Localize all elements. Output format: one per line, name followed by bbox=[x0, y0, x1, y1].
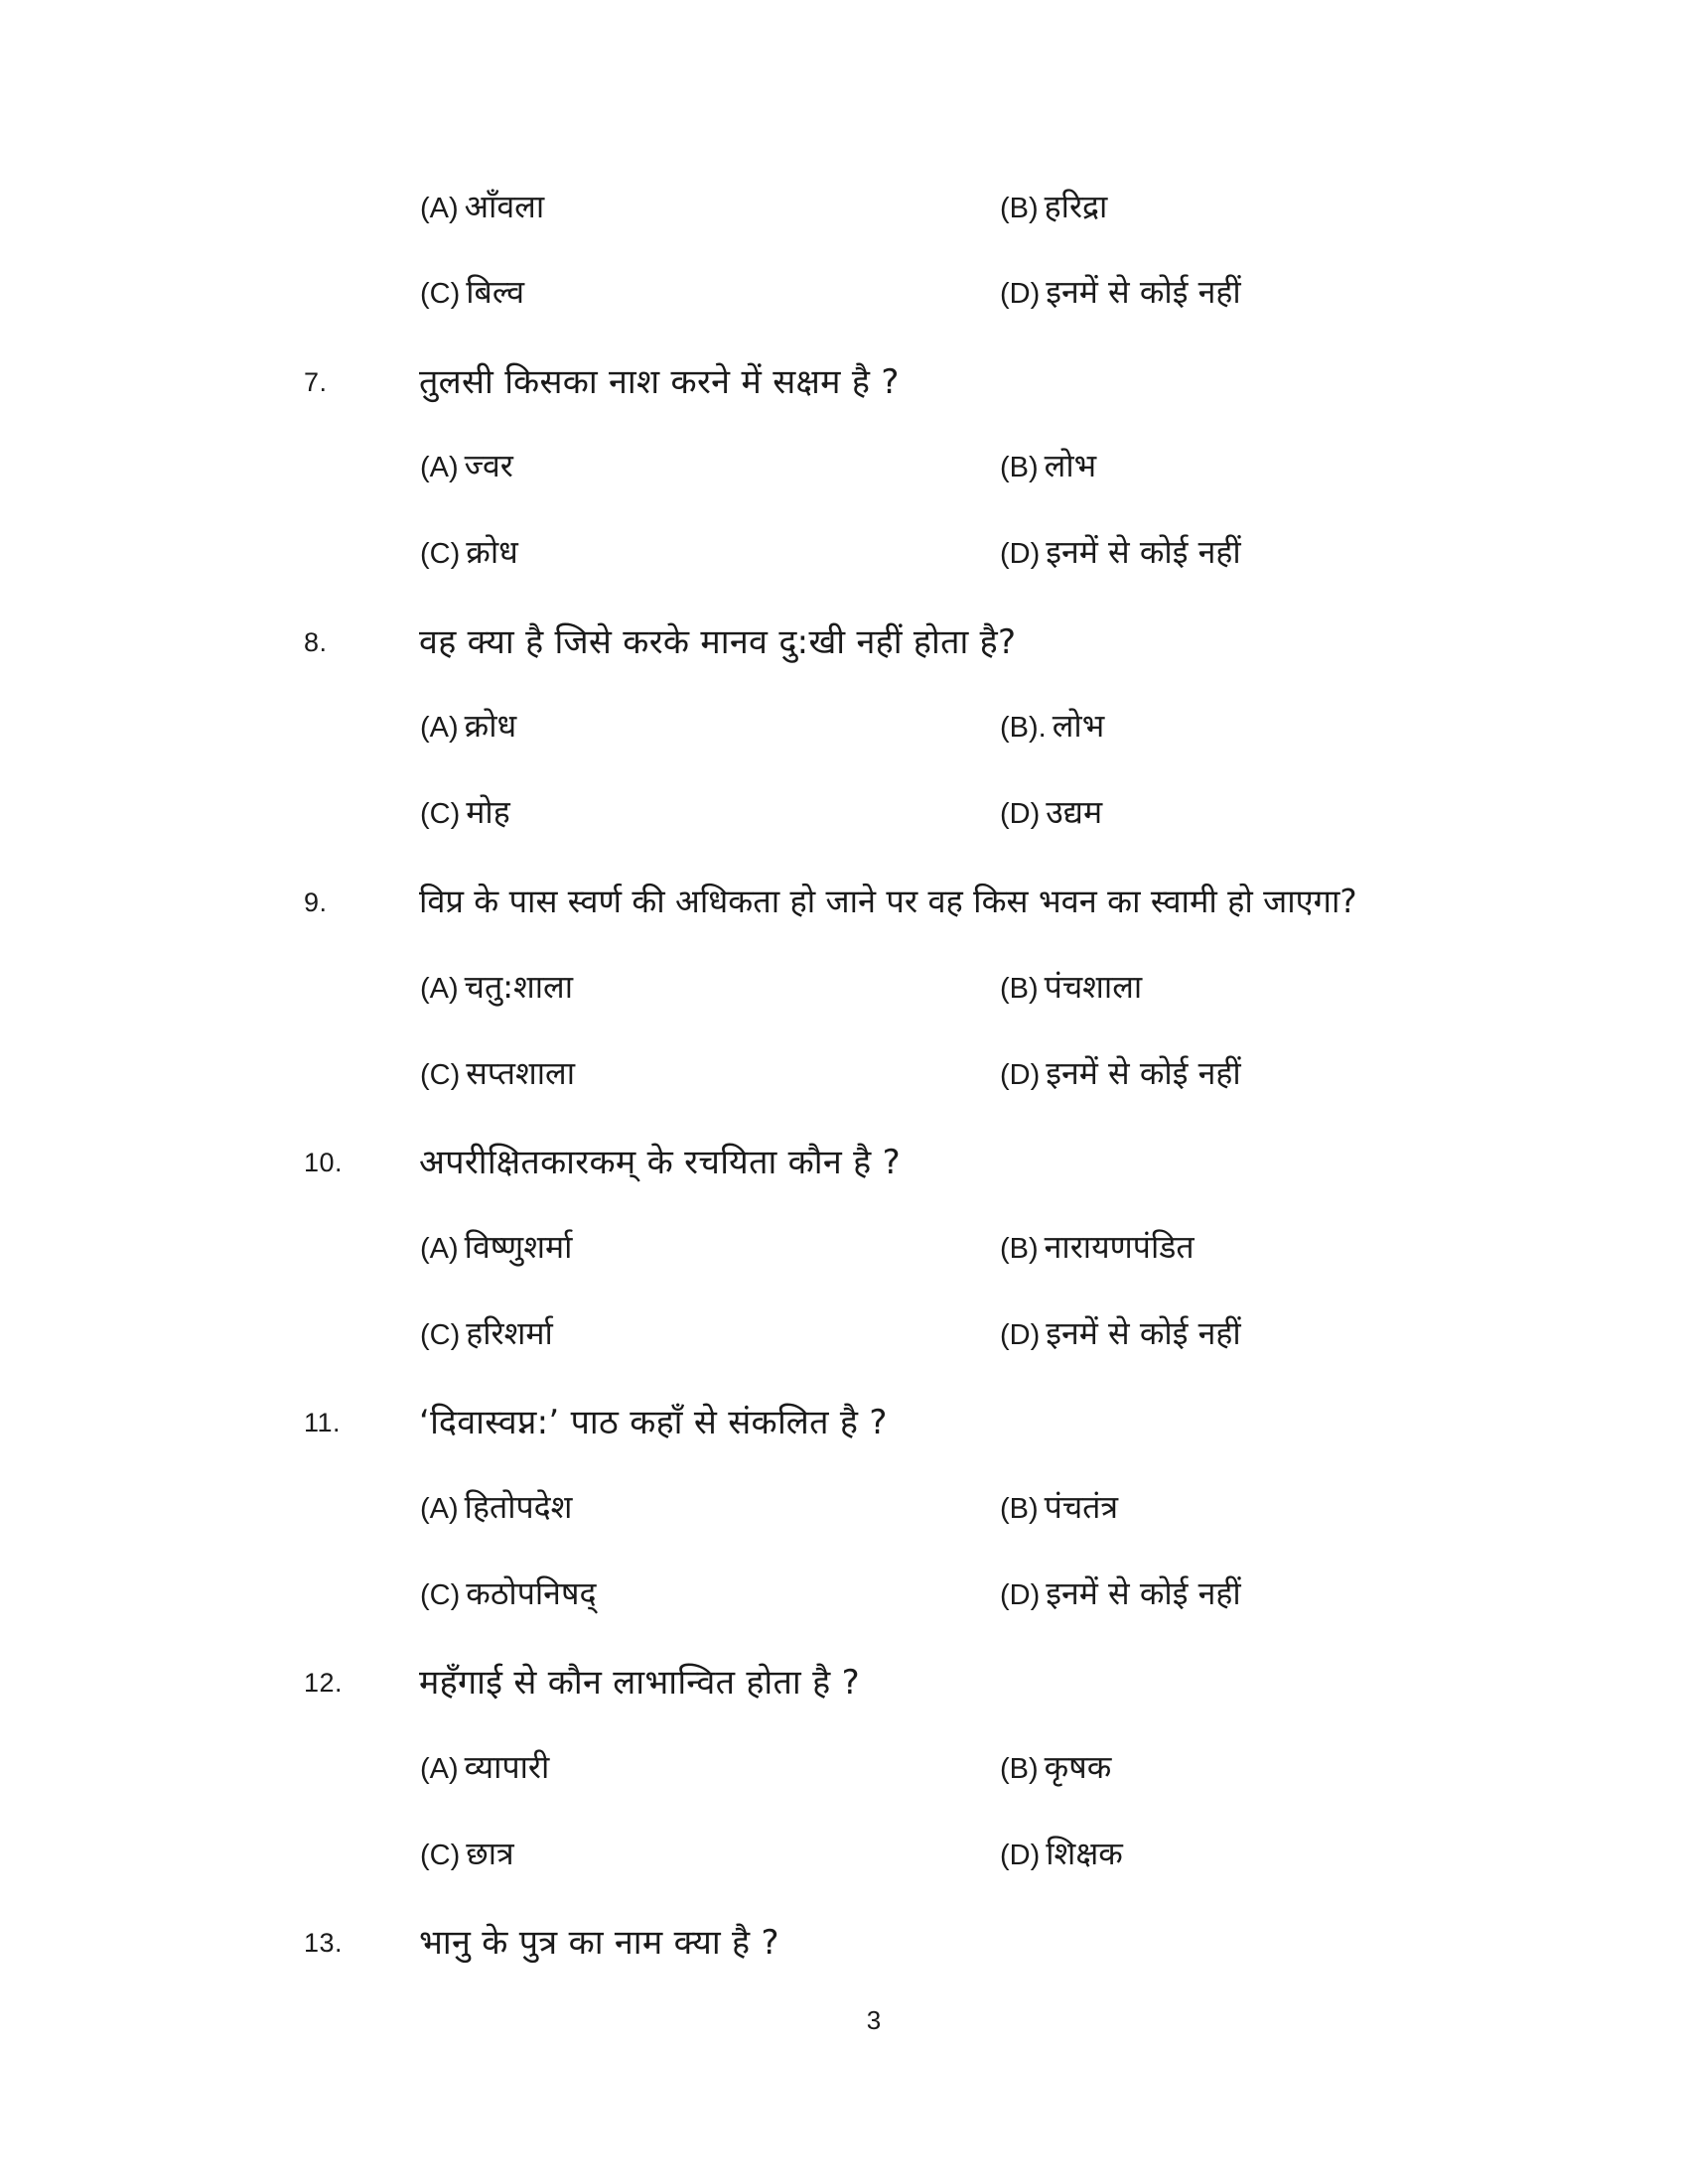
option-text: पंचशाला bbox=[1044, 968, 1143, 1006]
option-text: हरिद्रा bbox=[1044, 188, 1108, 225]
option-text: इनमें से कोई नहीं bbox=[1046, 273, 1241, 311]
option-d bbox=[1000, 270, 1241, 313]
option-label: (B) bbox=[1000, 1753, 1039, 1785]
option-row bbox=[0, 1568, 1688, 1627]
option-c bbox=[420, 270, 524, 313]
option-label: (D) bbox=[1000, 798, 1041, 830]
option-text: इनमें से कोई नहीं bbox=[1046, 533, 1241, 571]
option-row bbox=[0, 440, 1688, 499]
option-text: आँवला bbox=[464, 188, 545, 225]
option-label: (D) bbox=[1000, 1319, 1041, 1351]
option-text: इनमें से कोई नहीं bbox=[1046, 1574, 1241, 1612]
option-c bbox=[420, 530, 518, 573]
question-text: विप्र के पास स्वर्ण की अधिकता हो जाने पर वह किस भवन का स्वामी हो जाएगा? bbox=[419, 883, 1357, 920]
option-a bbox=[420, 965, 573, 1008]
option-row bbox=[0, 786, 1688, 846]
option-text: लोभ bbox=[1052, 707, 1105, 745]
option-label: (D) bbox=[1000, 538, 1041, 570]
option-text: इनमें से कोई नहीं bbox=[1046, 1054, 1241, 1092]
option-text: विष्णुशर्मा bbox=[464, 1228, 573, 1266]
option-b bbox=[1000, 185, 1107, 227]
option-row bbox=[0, 266, 1688, 326]
question-text: भानु के पुत्र का नाम क्या है ? bbox=[419, 1923, 779, 1963]
option-b bbox=[1000, 1745, 1111, 1788]
option-text: हरिशर्मा bbox=[466, 1314, 553, 1352]
option-row bbox=[0, 1741, 1688, 1801]
option-row bbox=[0, 526, 1688, 586]
option-label: (A) bbox=[420, 1233, 459, 1265]
option-label: (A) bbox=[420, 452, 459, 483]
option-b bbox=[1000, 965, 1142, 1008]
option-c bbox=[420, 1051, 575, 1094]
option-d bbox=[1000, 1311, 1241, 1354]
option-row bbox=[0, 961, 1688, 1021]
option-label: (C) bbox=[420, 278, 461, 310]
option-label: (B) bbox=[1000, 1493, 1039, 1525]
option-label: (C) bbox=[420, 1319, 461, 1351]
question-row bbox=[0, 1654, 1688, 1713]
option-text: सप्तशाला bbox=[466, 1054, 576, 1092]
option-label: (D) bbox=[1000, 1840, 1041, 1871]
option-label: (A) bbox=[420, 973, 459, 1005]
option-c bbox=[420, 1311, 553, 1354]
question-text: महँगाई से कौन लाभान्वित होता है ? bbox=[419, 1663, 860, 1703]
option-a bbox=[420, 444, 513, 486]
question-row bbox=[0, 1914, 1688, 1974]
question-number: 7. bbox=[304, 367, 328, 397]
option-b bbox=[1000, 1225, 1195, 1268]
option-a bbox=[420, 1485, 572, 1528]
option-text: नारायणपंडित bbox=[1044, 1228, 1195, 1266]
option-text: इनमें से कोई नहीं bbox=[1046, 1314, 1241, 1352]
option-label: (C) bbox=[420, 1059, 461, 1091]
option-c bbox=[420, 1571, 596, 1614]
option-text: ज्वर bbox=[464, 447, 513, 484]
question-row bbox=[0, 353, 1688, 413]
page-number: 3 bbox=[866, 2005, 882, 2035]
option-a bbox=[420, 704, 516, 747]
question-text: ‘दिवास्वप्न:’ पाठ कहाँ से संकलित है ? bbox=[419, 1403, 888, 1442]
question-text: तुलसी किसका नाश करने में सक्षम है ? bbox=[419, 362, 900, 402]
option-text: हितोपदेश bbox=[464, 1488, 573, 1526]
option-row bbox=[0, 1047, 1688, 1107]
option-d bbox=[1000, 530, 1241, 573]
option-row bbox=[0, 1221, 1688, 1281]
option-b bbox=[1000, 1485, 1118, 1528]
option-text: लोभ bbox=[1044, 447, 1097, 484]
option-text: उद्यम bbox=[1046, 793, 1103, 831]
question-row bbox=[0, 1134, 1688, 1193]
option-label: (B) bbox=[1000, 1233, 1039, 1265]
option-text: शिक्षक bbox=[1046, 1835, 1123, 1872]
option-a bbox=[420, 1225, 572, 1268]
option-row bbox=[0, 700, 1688, 759]
option-label: (B) bbox=[1000, 973, 1039, 1005]
option-text: चतु:शाला bbox=[464, 968, 574, 1006]
option-text: क्रोध bbox=[464, 707, 517, 745]
option-label: (D) bbox=[1000, 1579, 1041, 1611]
option-b bbox=[1000, 704, 1104, 747]
option-text: कृषक bbox=[1044, 1748, 1112, 1786]
option-text: मोह bbox=[466, 793, 510, 831]
question-number: 13. bbox=[304, 1928, 344, 1958]
option-label: (D) bbox=[1000, 278, 1041, 310]
option-label: (C) bbox=[420, 538, 461, 570]
option-label: (A) bbox=[420, 1753, 459, 1785]
option-label: (A) bbox=[420, 712, 459, 744]
option-text: कठोपनिषद् bbox=[466, 1574, 597, 1612]
option-label: (B) bbox=[1000, 452, 1039, 483]
question-text: अपरीक्षितकारकम् के रचयिता कौन है ? bbox=[419, 1143, 901, 1182]
option-d bbox=[1000, 1571, 1241, 1614]
option-row bbox=[0, 1307, 1688, 1367]
option-label: (D) bbox=[1000, 1059, 1041, 1091]
question-number: 11. bbox=[304, 1408, 342, 1437]
question-row bbox=[0, 874, 1688, 933]
question-number: 9. bbox=[304, 887, 328, 917]
option-label: (A) bbox=[420, 1493, 459, 1525]
option-label: (B) bbox=[1000, 193, 1039, 224]
option-d bbox=[1000, 790, 1102, 833]
option-label: (C) bbox=[420, 1840, 461, 1871]
question-number: 12. bbox=[304, 1668, 344, 1698]
option-d bbox=[1000, 1832, 1123, 1874]
option-label: (A) bbox=[420, 193, 459, 224]
option-text: छात्र bbox=[466, 1835, 514, 1872]
option-label: (C) bbox=[420, 1579, 461, 1611]
option-label: (B). bbox=[1000, 712, 1047, 744]
option-text: बिल्व bbox=[466, 273, 525, 311]
option-a bbox=[420, 185, 544, 227]
option-c bbox=[420, 790, 510, 833]
question-number: 8. bbox=[304, 627, 328, 657]
option-row bbox=[0, 1828, 1688, 1887]
question-row bbox=[0, 614, 1688, 673]
option-row bbox=[0, 1481, 1688, 1541]
question-row bbox=[0, 1394, 1688, 1453]
question-text: वह क्या है जिसे करके मानव दु:खी नहीं होता है? bbox=[419, 622, 1017, 662]
question-number: 10. bbox=[304, 1148, 344, 1177]
option-b bbox=[1000, 444, 1096, 486]
option-text: क्रोध bbox=[466, 533, 518, 571]
option-c bbox=[420, 1832, 514, 1874]
option-label: (C) bbox=[420, 798, 461, 830]
option-row bbox=[0, 181, 1688, 240]
option-text: व्यापारी bbox=[464, 1748, 550, 1786]
option-text: पंचतंत्र bbox=[1044, 1488, 1119, 1526]
option-a bbox=[420, 1745, 549, 1788]
option-d bbox=[1000, 1051, 1241, 1094]
